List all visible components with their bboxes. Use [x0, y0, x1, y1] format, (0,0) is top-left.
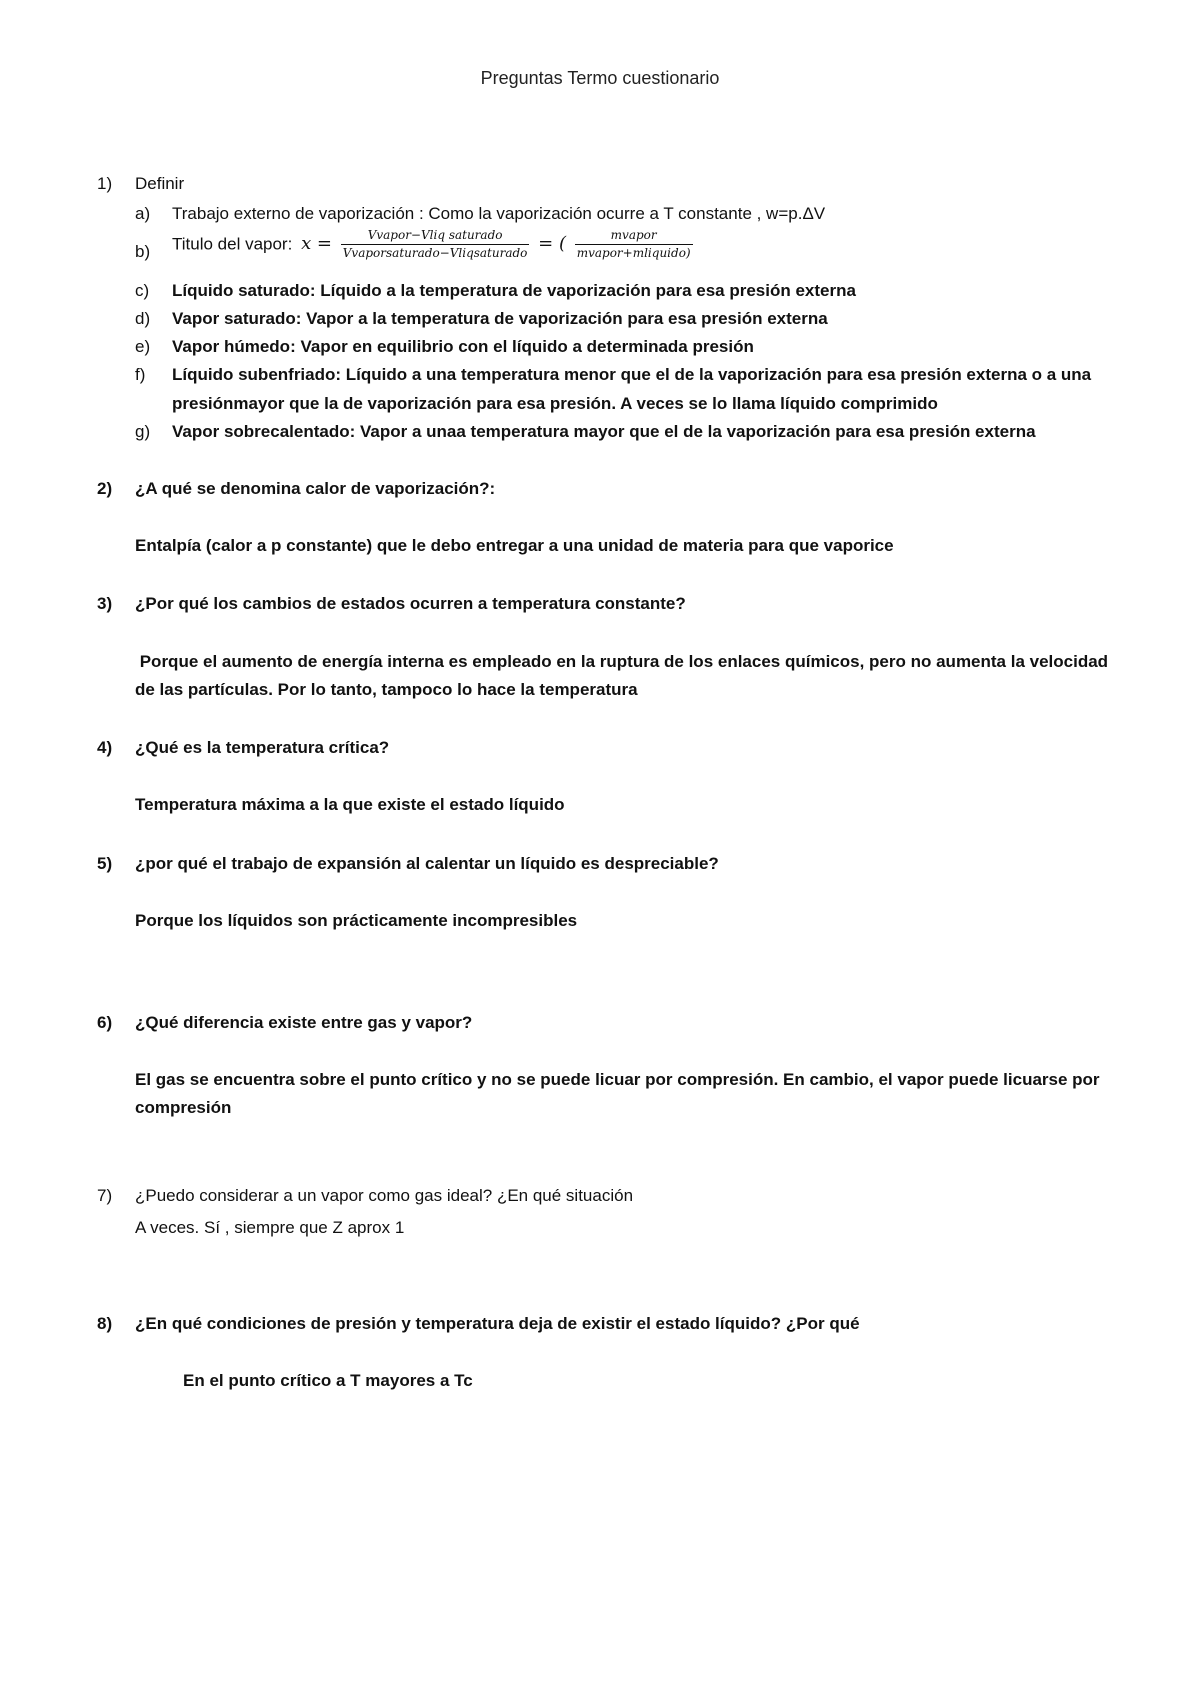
formula-x: x = [301, 232, 333, 254]
question-7-text: ¿Puedo considerar a un vapor como gas ideal? ¿En qué situación [135, 1186, 634, 1205]
question-5-answer: Porque los líquidos son prácticamente incompresibles [135, 911, 578, 930]
fraction-volumes-numerator: Vvapor−Vliq saturado [341, 228, 530, 245]
question-3-text: ¿Por qué los cambios de estados ocurren a temperatura constante? [135, 594, 686, 613]
item-b-letter: b) [135, 242, 151, 261]
item-e-letter: e) [135, 337, 151, 356]
question-1-number: 1) [97, 174, 113, 193]
question-6-answer-line2: compresión [135, 1098, 232, 1117]
item-d-text: Vapor saturado: Vapor a la temperatura de vaporización para esa presión externa [172, 309, 828, 328]
question-3-answer-line2: de las partículas. Por lo tanto, tampoco lo hace la temperatura [135, 680, 638, 699]
titulo-label: Titulo del vapor: [172, 234, 293, 254]
question-1-text: Definir [135, 174, 185, 193]
question-5-text: ¿por qué el trabajo de expansión al calentar un líquido es despreciable? [135, 854, 719, 873]
item-f-letter: f) [135, 365, 146, 384]
fraction-volumes-denominator: Vvaporsaturado−Vliqsaturado [342, 246, 528, 260]
question-4-answer: Temperatura máxima a la que existe el estado líquido [135, 795, 565, 814]
fraction-masses-denominator: mvapor+mliquido) [576, 246, 691, 260]
item-b-formula [172, 228, 693, 261]
question-7-number: 7) [97, 1186, 113, 1205]
item-g-text: Vapor sobrecalentado: Vapor a unaa temperatura mayor que el de la vaporización para esa presión externa [172, 422, 1036, 441]
fraction-masses [575, 228, 693, 261]
item-c-text: Líquido saturado: Líquido a la temperatura de vaporización para esa presión externa [172, 281, 856, 300]
document-title: Preguntas Termo cuestionario [480, 68, 720, 88]
question-6-text: ¿Qué diferencia existe entre gas y vapor? [135, 1013, 473, 1032]
question-7-answer: A veces. Sí , siempre que Z aprox 1 [135, 1218, 405, 1237]
question-3-answer-line1: Porque el aumento de energía interna es empleado en la ruptura de los enlaces químicos, pero no aumenta la velocidad [135, 652, 1109, 671]
question-8-text: ¿En qué condiciones de presión y temperatura deja de existir el estado líquido? ¿Por qué [135, 1314, 860, 1333]
fraction-volumes [341, 228, 530, 261]
question-8-number: 8) [97, 1314, 113, 1333]
item-g-letter: g) [135, 422, 151, 441]
formula-equals: = ( [538, 232, 566, 254]
fraction-masses-numerator: mvapor [575, 228, 693, 245]
item-e-text: Vapor húmedo: Vapor en equilibrio con el líquido a determinada presión [172, 337, 754, 356]
item-f-text-line2: presiónmayor que la de vaporización para esa presión. A veces se lo llama líquido comprimido [172, 394, 938, 413]
question-6-number: 6) [97, 1013, 113, 1032]
item-c-letter: c) [135, 281, 150, 300]
item-a-letter: a) [135, 204, 151, 223]
question-8-answer: En el punto crítico a T mayores a Tc [183, 1371, 473, 1390]
question-4-number: 4) [97, 738, 113, 757]
item-a-text: Trabajo externo de vaporización : Como la vaporización ocurre a T constante , w=p.ΔV [172, 204, 826, 223]
question-2-number: 2) [97, 479, 113, 498]
item-f-text-line1: Líquido subenfriado: Líquido a una temperatura menor que el de la vaporización para esa presión externa o a una [172, 365, 1092, 384]
item-d-letter: d) [135, 309, 151, 328]
question-6-answer-line1: El gas se encuentra sobre el punto crítico y no se puede licuar por compresión. En cambio, el vapor puede licuarse por [135, 1070, 1100, 1089]
question-5-number: 5) [97, 854, 113, 873]
question-3-number: 3) [97, 594, 113, 613]
question-4-text: ¿Qué es la temperatura crítica? [135, 738, 390, 757]
question-2-text: ¿A qué se denomina calor de vaporización?: [135, 479, 496, 498]
question-2-answer: Entalpía (calor a p constante) que le debo entregar a una unidad de materia para que vaporice [135, 536, 894, 555]
